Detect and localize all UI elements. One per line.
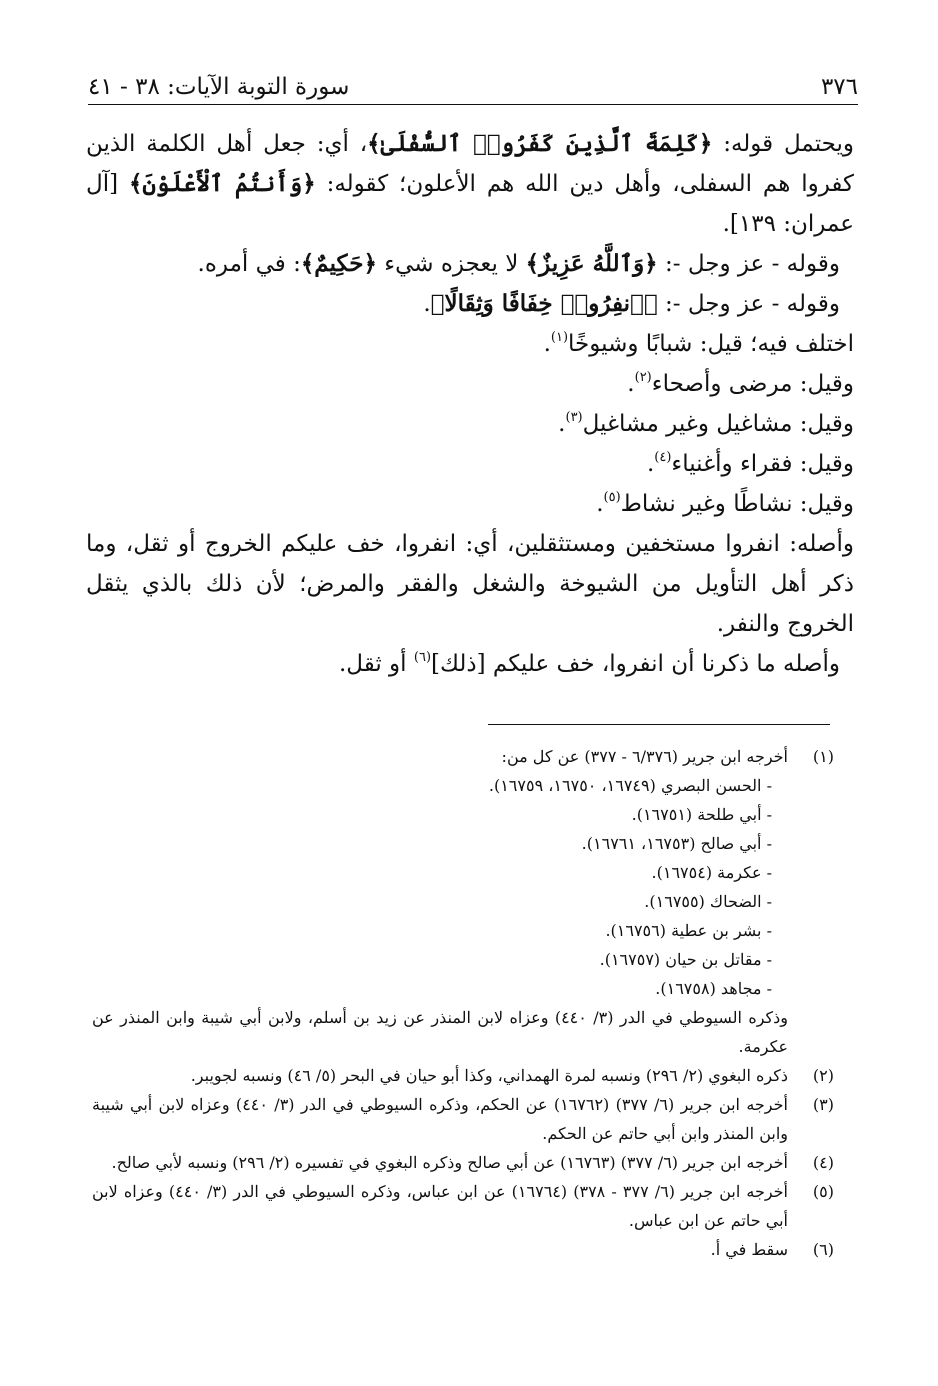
quran-verse: ﴿ٱنفِرُوا۟ خِفَافًا وَثِقَالًا﴾ xyxy=(430,290,658,317)
paragraph: وقيل: مشاغيل وغير مشاغيل$^{(٣)}$. xyxy=(558,410,854,437)
footnote-separator xyxy=(488,724,830,725)
quran-verse: ﴿كَلِمَةَ ٱلَّذِينَ كَفَرُوا۟ ٱلسُّفْلَىٰ﴾ xyxy=(367,130,713,157)
section-title: سورة التوبة الآيات: ٣٨ - ٤١ xyxy=(88,74,350,100)
footnote-list-item: - عكرمة (١٦٧٥٤). xyxy=(651,863,772,882)
footnote-list-item: - الضحاك (١٦٧٥٥). xyxy=(644,892,772,911)
footnote-ref[interactable]: (٥) xyxy=(603,490,621,505)
quran-verse: ﴿وَأَنتُمُ ٱلْأَعْلَوْنَ﴾ xyxy=(128,170,316,197)
footnote-list-item: - أبي صالح (١٦٧٥٣، ١٦٧٦١). xyxy=(581,834,772,853)
paragraph: اختلف فيه؛ قيل: شبابًا وشيوخًا$^{(١)}$. xyxy=(543,330,854,357)
page-number: ٣٧٦ xyxy=(820,74,858,100)
footnote: (١) أخرجه ابن جرير (٦/٣٧٦ - ٣٧٧) عن كل من: - الحسن البصري (١٦٧٤٩، ١٦٧٥٠، ١٦٧٥٩). - أبي طلحة (١٦٧٥١). - أبي صالح (١٦٧٥٣، ١٦٧٦١). - عكرمة (١٦٧٥٤). - الضحاك (١٦٧٥٥). - بشر بن عطية (١٦٧٥٦). - مقاتل بن حيان (١٦٧٥٧). - مجاهد (١٦٧٥٨). وذكره السيوطي في الدر (٣/ ٤٤٠) وعزاه لابن المنذر عن زيد بن أسلم، ولابن أبي شيبة وابن المنذر عن عكرمة. xyxy=(92,742,834,1061)
footnote-ref[interactable]: (٣) xyxy=(565,410,583,425)
footnote-list-item: - مجاهد (١٦٧٥٨). xyxy=(655,979,772,998)
footnote-ref[interactable]: (١) xyxy=(550,330,569,345)
footnote-list-item: - بشر بن عطية (١٦٧٥٦). xyxy=(605,921,772,940)
paragraph: وقيل: مرضى وأصحاء$^{(٢)}$. xyxy=(627,370,854,397)
footnotes xyxy=(92,742,834,1264)
running-header xyxy=(88,60,858,100)
footnote: (٦) سقط في أ. xyxy=(92,1235,834,1264)
footnote: (٥) أخرجه ابن جرير (٦/ ٣٧٧ - ٣٧٨) (١٦٧٦٤) عن ابن عباس، وذكره السيوطي في الدر (٣/ ٤٤٠) وعزاه لابن أبي حاتم عن ابن عباس. xyxy=(92,1177,834,1235)
paragraph: وأصله ما ذكرنا أن انفروا، خف عليكم [ذلك]$^{(٦)}$ أو ثقل. xyxy=(338,650,840,677)
paragraph: وقيل: نشاطًا وغير نشاط$^{(٥)}$. xyxy=(596,490,854,517)
footnote: (٢) ذكره البغوي (٢/ ٢٩٦) ونسبه لمرة الهمداني، وكذا أبو حيان في البحر (٥/ ٤٦) ونسبه لجويبر. xyxy=(92,1061,834,1090)
footnote-list-item: - الحسن البصري (١٦٧٤٩، ١٦٧٥٠، ١٦٧٥٩). xyxy=(488,776,772,795)
footnote-extra: وذكره السيوطي في الدر (٣/ ٤٤٠) وعزاه لابن المنذر عن زيد بن أسلم، ولابن أبي شيبة وابن المنذر عن عكرمة. xyxy=(92,1008,789,1056)
paragraph: وأصله: انفروا مستخفين ومستثقلين، أي: انفروا، خف عليكم الخروج أو ثقل، وما ذكر أهل التأويل من الشيوخة والشغل والفقر والمرض؛ لأن ذلك بالذي يثقل الخروج والنفر. xyxy=(86,531,854,637)
footnote-ref[interactable]: (٢) xyxy=(634,370,652,385)
paragraph: وقوله - عز وجل -: ﴿ٱنفِرُوا۟ خِفَافًا وَثِقَالًا﴾. xyxy=(423,290,840,317)
footnote-ref[interactable]: (٤) xyxy=(654,450,672,465)
footnote: (٤) أخرجه ابن جرير (٦/ ٣٧٧) (١٦٧٦٣) عن أبي صالح وذكره البغوي في تفسيره (٢/ ٢٩٦) ونسبه لأبي صالح. xyxy=(92,1148,834,1177)
footnote-number: (٥) xyxy=(812,1182,834,1201)
footnote-number: (٦) xyxy=(812,1240,834,1259)
footnote-number: (١) xyxy=(812,747,834,766)
footnote: (٣) أخرجه ابن جرير (٦/ ٣٧٧) (١٦٧٦٢) عن الحكم، وذكره السيوطي في الدر (٣/ ٤٤٠) وعزاه لابن أبي شيبة وابن المنذر وابن أبي حاتم عن الحكم. xyxy=(92,1090,834,1148)
paragraph: ويحتمل قوله: ﴿كَلِمَةَ ٱلَّذِينَ كَفَرُوا۟ ٱلسُّفْلَىٰ﴾، أي: جعل أهل الكلمة الذين كفروا هم السفلى، وأهل دين الله هم الأعلون؛ كقوله: ﴿وَأَنتُمُ ٱلْأَعْلَوْنَ﴾ [آل عمران: ١٣٩]. xyxy=(86,130,855,237)
footnote-number: (٢) xyxy=(812,1066,834,1085)
footnote-number: (٣) xyxy=(812,1095,834,1114)
footnote-number: (٤) xyxy=(812,1153,834,1172)
footnote-ref[interactable]: (٦) xyxy=(413,650,432,665)
footnote-list-item: - أبي طلحة (١٦٧٥١). xyxy=(631,805,772,824)
footnote-list-item: - مقاتل بن حيان (١٦٧٥٧). xyxy=(599,950,772,969)
main-text xyxy=(86,124,854,684)
paragraph: وقيل: فقراء وأغنياء$^{(٤)}$. xyxy=(646,450,854,477)
quran-verse: ﴿حَكِيمٌ﴾ xyxy=(300,250,377,277)
header-rule xyxy=(88,104,858,105)
quran-verse: ﴿وَٱللَّهُ عَزِيزٌ﴾ xyxy=(525,250,658,277)
paragraph: وقوله - عز وجل -: ﴿وَٱللَّهُ عَزِيزٌ﴾ لا يعجزه شيء ﴿حَكِيمٌ﴾: في أمره. xyxy=(197,250,840,277)
